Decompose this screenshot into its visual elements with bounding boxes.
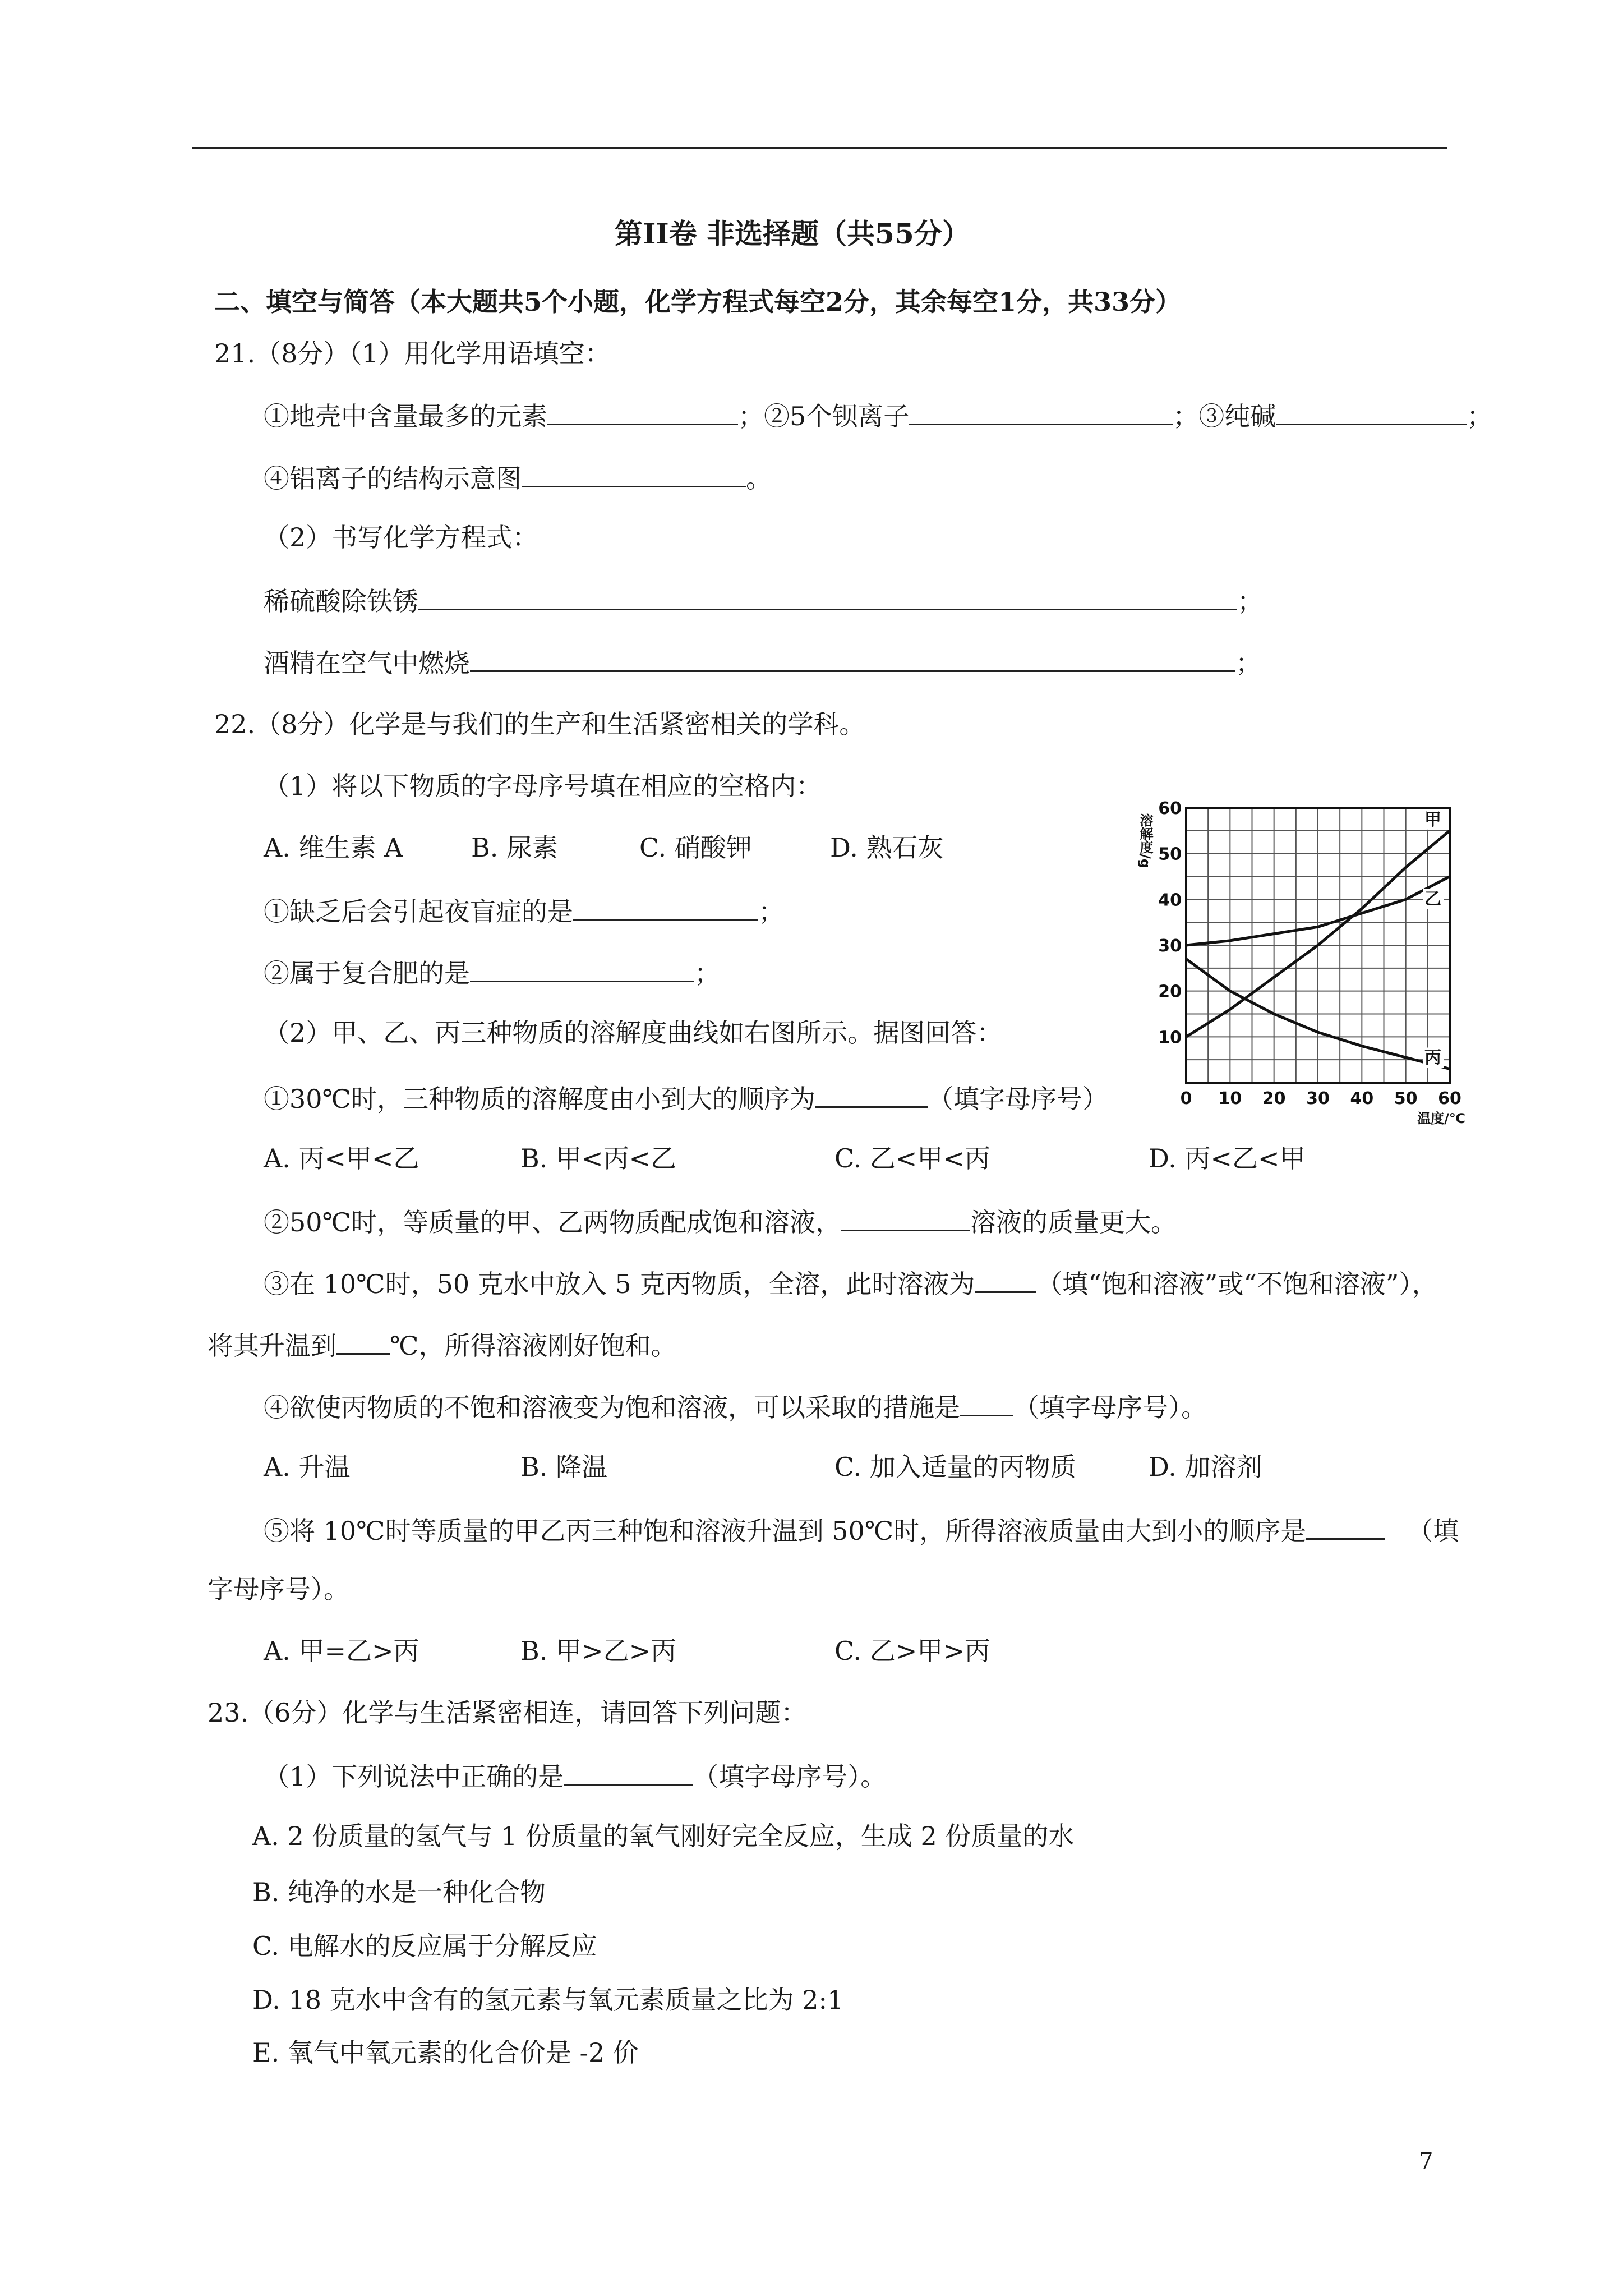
q22-opt-a: A. 维生素 A <box>264 832 403 863</box>
q21-eq1: 稀硫酸除铁锈 ； <box>264 586 1263 616</box>
section-title: 第II卷 非选择题（共55分） <box>615 217 970 250</box>
q22-p4-b: B. 降温 <box>520 1452 608 1482</box>
answer-blank[interactable] <box>975 1269 1036 1293</box>
answer-blank[interactable] <box>470 648 1235 672</box>
x-tick-label: 10 <box>1218 1089 1242 1108</box>
x-tick-label: 20 <box>1262 1089 1286 1108</box>
q21-eq2: 酒精在空气中燃烧 ； <box>264 648 1261 678</box>
answer-blank[interactable] <box>418 586 1237 610</box>
q22-p5-cont: 字母序号）。 <box>208 1574 349 1604</box>
page-number: 7 <box>1419 2148 1433 2174</box>
q23-opt-c: C. 电解水的反应属于分解反应 <box>252 1931 597 1961</box>
solubility-chart <box>1133 797 1469 1133</box>
answer-blank[interactable] <box>1276 401 1467 425</box>
y-tick-label: 50 <box>1158 844 1182 864</box>
q22-p4-a: A. 升温 <box>264 1452 351 1482</box>
q21-line2: ④铝离子的结构示意图 。 <box>264 463 772 494</box>
q22-p4-c: C. 加入适量的丙物质 <box>834 1452 1076 1482</box>
chart-labels <box>1423 809 1444 1068</box>
header-rule <box>192 147 1447 149</box>
y-tick-label: 60 <box>1158 799 1182 818</box>
answer-blank[interactable] <box>564 1761 693 1786</box>
answer-blank[interactable] <box>547 401 738 425</box>
q22-p2: ②50℃时，等质量的甲、乙两物质配成饱和溶液， 溶液的质量更大。 <box>264 1207 1177 1237</box>
q22-p5: ⑤将 10℃时等质量的甲乙丙三种饱和溶液升温到 50℃时，所得溶液质量由大到小的顺序是 （填 <box>264 1516 1459 1546</box>
series-label: 丙 <box>1424 1048 1441 1068</box>
q22-q1: ①缺乏后会引起夜盲症的是 ； <box>264 896 784 927</box>
y-tick-label: 30 <box>1158 936 1182 956</box>
q21-line1: ①地壳中含量最多的元素 ；②5个钡离子 ；③纯碱 ； <box>264 401 1493 431</box>
q22-p1-b: B. 甲<丙<乙 <box>520 1143 677 1174</box>
y-axis-title: 溶解度/g <box>1137 813 1153 868</box>
q22-p3: ③在 10℃时，50 克水中放入 5 克丙物质，全溶，此时溶液为 （填“饱和溶液”或“不饱和溶液”）， <box>264 1269 1438 1299</box>
q22-p1-a: A. 丙<甲<乙 <box>264 1143 419 1174</box>
q21-head: 21.（8分）（1）用化学用语填空： <box>214 338 611 369</box>
q23-head: 23.（6分）化学与生活紧密相连，请回答下列问题： <box>208 1697 807 1728</box>
answer-blank[interactable] <box>960 1392 1013 1416</box>
q22-p5-b: B. 甲>乙>丙 <box>520 1636 677 1666</box>
q23-opt-b: B. 纯净的水是一种化合物 <box>252 1877 546 1907</box>
x-tick-label: 30 <box>1306 1089 1330 1108</box>
q22-p1: ①30℃时，三种物质的溶解度由小到大的顺序为 （填字母序号） <box>264 1084 1108 1114</box>
q22-sub1: （1）将以下物质的字母序号填在相应的空格内： <box>264 771 822 801</box>
x-tick-label: 0 <box>1180 1089 1192 1108</box>
q22-sub2: （2）甲、乙、丙三种物质的溶解度曲线如右图所示。据图回答： <box>264 1018 1003 1048</box>
q23-opt-d: D. 18 克水中含有的氢元素与氧元素质量之比为 2:1 <box>252 1985 844 2015</box>
q22-head: 22.（8分）化学是与我们的生产和生活紧密相关的学科。 <box>214 709 865 739</box>
series-label: 甲 <box>1424 809 1441 830</box>
q22-p3-cont: 将其升温到 ℃，所得溶液刚好饱和。 <box>208 1331 677 1361</box>
series-label: 乙 <box>1424 889 1441 909</box>
q21-sub2: （2）书写化学方程式： <box>264 522 538 553</box>
q23-opt-a: A. 2 份质量的氢气与 1 份质量的氧气刚好完全反应，生成 2 份质量的水 <box>252 1821 1075 1851</box>
q22-p5-c: C. 乙>甲>丙 <box>834 1636 990 1666</box>
x-axis-title: 温度/℃ <box>1417 1111 1465 1126</box>
q22-q2: ②属于复合肥的是 ； <box>264 958 720 988</box>
q22-opt-d: D. 熟石灰 <box>830 832 944 863</box>
q22-p4-d: D. 加溶剂 <box>1149 1452 1262 1482</box>
answer-blank[interactable] <box>336 1331 390 1355</box>
part-title: 二、填空与简答（本大题共5个小题，化学方程式每空2分，其余每空1分，共33分） <box>214 287 1182 317</box>
q22-p1-c: C. 乙<甲<丙 <box>834 1143 990 1174</box>
q22-opt-b: B. 尿素 <box>471 832 559 863</box>
q23-sub1: （1）下列说法中正确的是 （填字母序号）。 <box>264 1761 887 1792</box>
answer-blank[interactable] <box>815 1084 928 1108</box>
chart-axes <box>1137 799 1465 1126</box>
answer-blank[interactable] <box>470 958 694 982</box>
answer-blank[interactable] <box>909 401 1173 425</box>
q22-p1-d: D. 丙<乙<甲 <box>1149 1143 1306 1174</box>
q22-p4: ④欲使丙物质的不饱和溶液变为饱和溶液，可以采取的措施是 （填字母序号）。 <box>264 1392 1207 1423</box>
y-tick-label: 40 <box>1158 890 1182 910</box>
q22-opt-c: C. 硝酸钾 <box>639 832 752 863</box>
answer-blank[interactable] <box>1306 1516 1385 1540</box>
x-tick-label: 60 <box>1438 1089 1461 1108</box>
x-tick-label: 50 <box>1394 1089 1418 1108</box>
q23-opt-e: E. 氧气中氧元素的化合价是 -2 价 <box>252 2037 639 2068</box>
y-tick-label: 20 <box>1158 982 1182 1002</box>
y-tick-label: 10 <box>1158 1028 1182 1048</box>
answer-blank[interactable] <box>573 896 758 921</box>
answer-blank[interactable] <box>522 463 746 487</box>
q22-p5-a: A. 甲=乙>丙 <box>264 1636 419 1666</box>
answer-blank[interactable] <box>841 1207 970 1231</box>
x-tick-label: 40 <box>1350 1089 1374 1108</box>
